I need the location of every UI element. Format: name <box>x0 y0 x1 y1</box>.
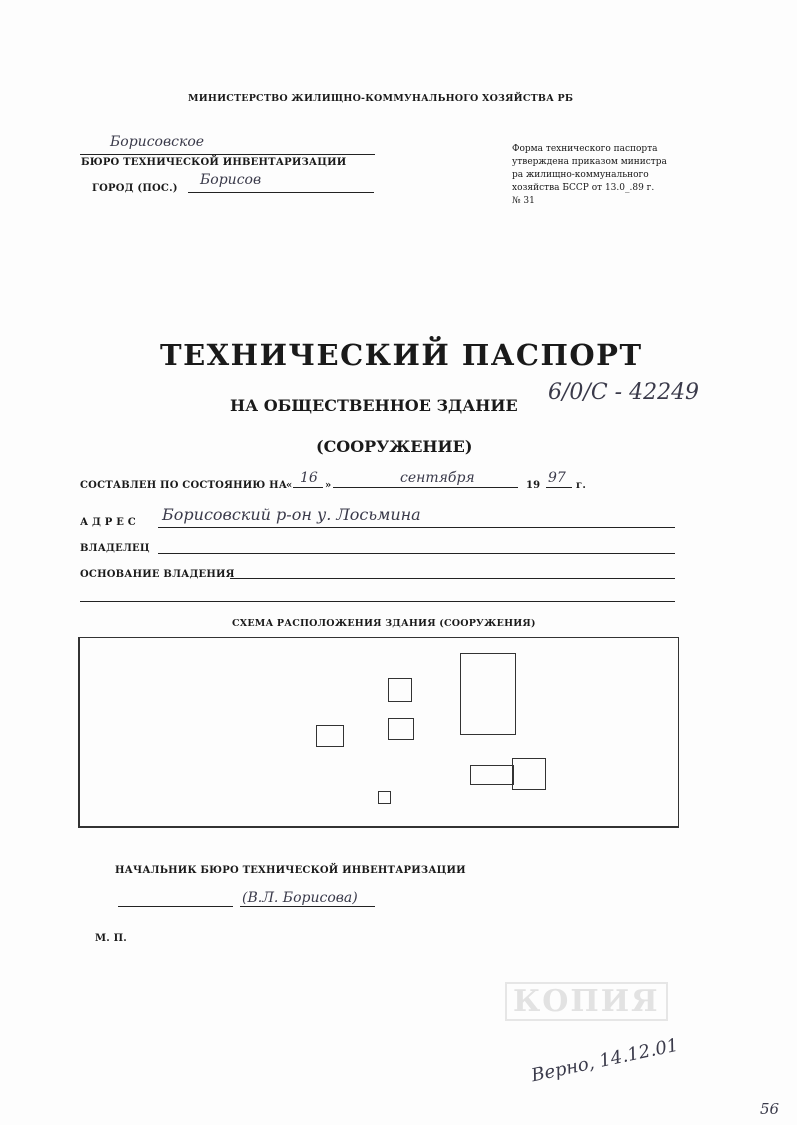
form-note-line: утверждена приказом министра <box>512 157 667 167</box>
date-open-quote: « <box>286 480 293 491</box>
bureau-handwritten-name: Борисовское <box>110 134 205 150</box>
building-large <box>460 653 516 735</box>
date-year-suffix: 97 <box>548 470 566 486</box>
city-label: ГОРОД (ПОС.) <box>92 183 178 194</box>
form-note-line: хозяйства БССР от 13.0_.89 г. <box>512 183 655 193</box>
chief-label: НАЧАЛЬНИК БЮРО ТЕХНИЧЕСКОЙ ИНВЕНТАРИЗАЦИИ <box>115 865 466 876</box>
building-annex <box>512 758 546 790</box>
page-number: 56 <box>760 1100 780 1118</box>
document-subtitle: НА ОБЩЕСТВЕННОЕ ЗДАНИЕ <box>230 396 518 415</box>
extra-line <box>80 601 675 602</box>
building-small <box>388 718 414 740</box>
address-line <box>158 527 675 528</box>
address-value: Борисовский р-он у. Лосьмина <box>162 505 421 524</box>
building-small <box>388 678 412 702</box>
basis-line <box>230 578 675 579</box>
registration-number: 6/0/С - 42249 <box>548 380 700 405</box>
date-year-prefix: 19 <box>526 480 541 491</box>
scheme-title: СХЕМА РАСПОЛОЖЕНИЯ ЗДАНИЯ (СООРУЖЕНИЯ) <box>232 618 536 629</box>
owner-label: ВЛАДЕЛЕЦ <box>80 543 150 554</box>
chief-signature: (В.Л. Борисова) <box>242 890 358 906</box>
form-note-line: Форма технического паспорта <box>512 144 658 154</box>
certified-note: Верно, 14.12.01 <box>529 1034 681 1087</box>
building-small <box>316 725 344 747</box>
building-tiny <box>378 791 391 804</box>
city-value: Борисов <box>200 172 262 188</box>
form-note <box>512 143 667 208</box>
signature-name-line <box>240 906 375 907</box>
owner-line <box>158 553 675 554</box>
address-label: А Д Р Е С <box>80 517 136 528</box>
bureau-line <box>80 154 375 155</box>
document-title: ТЕХНИЧЕСКИЙ ПАСПОРТ <box>160 338 643 372</box>
copy-stamp: КОПИЯ <box>505 982 668 1021</box>
date-year-line <box>546 487 572 488</box>
date-day-line <box>293 487 323 488</box>
document-subtitle-paren: (СООРУЖЕНИЕ) <box>316 437 473 456</box>
mp-label: М. П. <box>95 933 127 944</box>
site-scheme-frame <box>78 637 679 828</box>
date-month: сентября <box>400 470 475 486</box>
building-annex <box>470 765 514 785</box>
basis-label: ОСНОВАНИЕ ВЛАДЕНИЯ <box>80 569 235 580</box>
bureau-label: БЮРО ТЕХНИЧЕСКОЙ ИНВЕНТАРИЗАЦИИ <box>81 157 347 168</box>
form-note-line: ра жилищно-коммунального <box>512 170 649 180</box>
signature-line <box>118 906 233 907</box>
date-close-quote: » <box>325 480 332 491</box>
date-label: СОСТАВЛЕН ПО СОСТОЯНИЮ НА <box>80 480 288 491</box>
form-note-line: № 31 <box>512 196 535 206</box>
city-line <box>188 192 374 193</box>
date-day: 16 <box>300 470 318 486</box>
date-month-line <box>333 487 518 488</box>
year-unit: г. <box>576 480 587 491</box>
ministry-header: МИНИСТЕРСТВО ЖИЛИЩНО-КОММУНАЛЬНОГО ХОЗЯЙСТВА РБ <box>188 93 574 104</box>
